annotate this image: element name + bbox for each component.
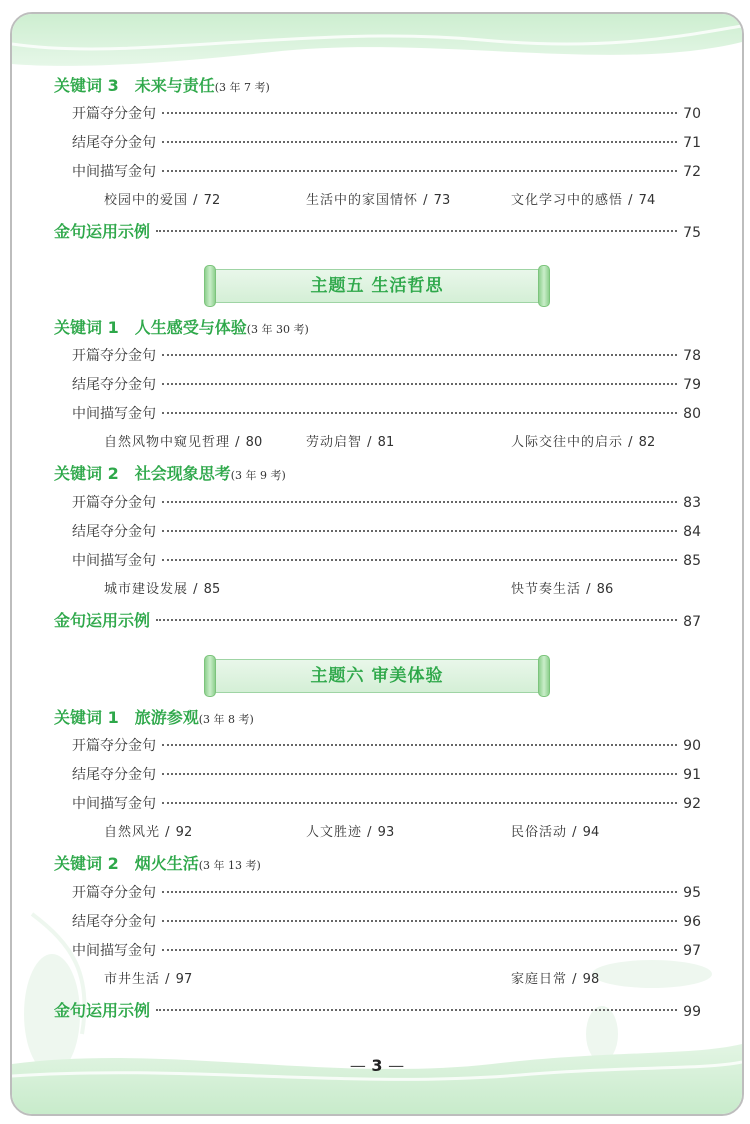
sub-entry-page: 92 — [175, 825, 193, 840]
sub-entry[interactable]: 自然风物中窥见哲理 / 80 — [104, 435, 263, 450]
sub-entry-label: 市井生活 — [104, 972, 161, 987]
example-label: 金句运用示例 — [54, 1001, 151, 1020]
sub-entry-page: 94 — [582, 825, 600, 840]
sub-entry[interactable]: 家庭日常 / 98 — [511, 972, 600, 987]
toc-entry[interactable] — [72, 103, 701, 125]
dot-leader — [162, 559, 677, 561]
keyword-note: (3 年 7 考) — [214, 81, 270, 94]
entry-label: 中间描写金句 — [72, 553, 156, 569]
page-number: 99 — [683, 1004, 701, 1020]
dot-leader — [162, 383, 677, 385]
entry-label: 结尾夺分金句 — [72, 914, 156, 930]
sub-entry[interactable]: 劳动启智 / 81 — [306, 435, 395, 450]
keyword-label: 关键词 3 — [54, 76, 119, 95]
sub-entry-page: 97 — [175, 972, 193, 987]
sub-entry-label: 生活中的家国情怀 — [306, 193, 419, 208]
keyword-title: 旅游参观 — [134, 708, 199, 727]
sub-entry-label: 人文胜迹 — [306, 825, 363, 840]
page-number: 70 — [683, 106, 701, 122]
keyword-heading — [54, 852, 261, 876]
entry-label: 开篇夺分金句 — [72, 348, 156, 364]
keyword-title: 烟火生活 — [134, 854, 199, 873]
document-page — [10, 12, 744, 1116]
entry-label: 中间描写金句 — [72, 943, 156, 959]
page-number: 92 — [683, 796, 701, 812]
toc-entry[interactable] — [72, 882, 701, 904]
keyword-label: 关键词 2 — [54, 854, 119, 873]
sub-entry-page: 73 — [433, 193, 451, 208]
page-number: 95 — [683, 885, 701, 901]
sub-entry-page: 74 — [638, 193, 656, 208]
sub-entry-label: 校园中的爱国 — [104, 193, 189, 208]
page-footer — [12, 1056, 742, 1075]
dot-leader — [156, 619, 677, 621]
toc-entry[interactable] — [72, 161, 701, 183]
toc-entry[interactable] — [72, 764, 701, 786]
toc-entry[interactable] — [72, 735, 701, 757]
page-number: 80 — [683, 406, 701, 422]
example-label: 金句运用示例 — [54, 611, 151, 630]
keyword-note: (3 年 30 考) — [246, 323, 309, 336]
keyword-label: 关键词 2 — [54, 464, 119, 483]
page-number: 87 — [683, 614, 701, 630]
sub-entry[interactable]: 人际交往中的启示 / 82 — [511, 435, 656, 450]
toc-entry[interactable] — [72, 374, 701, 396]
entry-label: 开篇夺分金句 — [72, 738, 156, 754]
sub-entry-page: 72 — [203, 193, 221, 208]
example-entry[interactable] — [54, 609, 701, 633]
toc-entry[interactable] — [72, 793, 701, 815]
dot-leader — [162, 412, 677, 414]
page-number: 72 — [683, 164, 701, 180]
dot-leader — [162, 891, 677, 893]
sub-entry-label: 家庭日常 — [511, 972, 568, 987]
sub-entry-page: 98 — [582, 972, 600, 987]
banner-title: 主题六 审美体验 — [310, 666, 444, 686]
sub-entry[interactable]: 生活中的家国情怀 / 73 — [306, 193, 451, 208]
sub-entry[interactable]: 人文胜迹 / 93 — [306, 825, 395, 840]
entry-label: 开篇夺分金句 — [72, 495, 156, 511]
dot-leader — [162, 949, 677, 951]
toc-entry[interactable] — [72, 911, 701, 933]
keyword-label: 关键词 1 — [54, 318, 119, 337]
banner-title: 主题五 生活哲思 — [310, 276, 444, 296]
sub-entry-label: 自然风物中窥见哲理 — [104, 435, 231, 450]
sub-entry-page: 80 — [245, 435, 263, 450]
dot-leader — [162, 920, 677, 922]
page-number: 90 — [683, 738, 701, 754]
sub-entry-label: 城市建设发展 — [104, 582, 189, 597]
example-entry[interactable] — [54, 999, 701, 1023]
page-number: 96 — [683, 914, 701, 930]
page-number: 75 — [683, 225, 701, 241]
theme-banner — [204, 265, 550, 307]
toc-entry[interactable] — [72, 132, 701, 154]
sub-entry-page: 86 — [596, 582, 614, 597]
dot-leader — [162, 112, 677, 114]
footer-dash-left: — — [349, 1056, 366, 1075]
dot-leader — [162, 501, 677, 503]
toc-entry[interactable] — [72, 345, 701, 367]
dot-leader — [162, 773, 677, 775]
sub-entry[interactable]: 市井生活 / 97 — [104, 972, 193, 987]
keyword-title: 人生感受与体验 — [134, 318, 247, 337]
sub-entry[interactable]: 城市建设发展 / 85 — [104, 582, 221, 597]
sub-entry-label: 人际交往中的启示 — [511, 435, 624, 450]
sub-entry-label: 劳动启智 — [306, 435, 363, 450]
dot-leader — [162, 802, 677, 804]
toc-entry[interactable] — [72, 521, 701, 543]
sub-entry-page: 82 — [638, 435, 656, 450]
sub-entry-label: 民俗活动 — [511, 825, 568, 840]
entry-label: 结尾夺分金句 — [72, 524, 156, 540]
sub-entry[interactable]: 文化学习中的感悟 / 74 — [511, 193, 656, 208]
sub-entry[interactable]: 校园中的爱国 / 72 — [104, 193, 221, 208]
keyword-label: 关键词 1 — [54, 708, 119, 727]
example-entry[interactable] — [54, 220, 701, 244]
dot-leader — [162, 141, 677, 143]
dot-leader — [162, 170, 677, 172]
entry-label: 开篇夺分金句 — [72, 885, 156, 901]
keyword-heading — [54, 74, 270, 98]
entry-label: 中间描写金句 — [72, 796, 156, 812]
sub-entry[interactable]: 自然风光 / 92 — [104, 825, 193, 840]
keyword-note: (3 年 9 考) — [230, 469, 286, 482]
sub-entry[interactable]: 快节奏生活 / 86 — [511, 582, 614, 597]
keyword-title: 未来与责任 — [134, 76, 215, 95]
page-number: 85 — [683, 553, 701, 569]
footer-page-number: 3 — [371, 1056, 383, 1075]
page-number: 83 — [683, 495, 701, 511]
entry-label: 中间描写金句 — [72, 164, 156, 180]
example-label: 金句运用示例 — [54, 222, 151, 241]
toc-entry[interactable] — [72, 550, 701, 572]
toc-entry[interactable] — [72, 492, 701, 514]
dot-leader — [162, 354, 677, 356]
dot-leader — [162, 530, 677, 532]
page-number: 78 — [683, 348, 701, 364]
toc-entry[interactable] — [72, 940, 701, 962]
keyword-note: (3 年 13 考) — [198, 859, 261, 872]
sub-entry-page: 81 — [377, 435, 395, 450]
entry-label: 结尾夺分金句 — [72, 767, 156, 783]
sub-entry[interactable]: 民俗活动 / 94 — [511, 825, 600, 840]
entry-label: 结尾夺分金句 — [72, 377, 156, 393]
page-number: 97 — [683, 943, 701, 959]
page-number: 91 — [683, 767, 701, 783]
keyword-note: (3 年 8 考) — [198, 713, 254, 726]
theme-banner — [204, 655, 550, 697]
dot-leader — [156, 230, 677, 232]
sub-entry-page: 85 — [203, 582, 221, 597]
sub-entry-label: 自然风光 — [104, 825, 161, 840]
toc-entry[interactable] — [72, 403, 701, 425]
dot-leader — [156, 1009, 677, 1011]
sub-entry-label: 文化学习中的感悟 — [511, 193, 624, 208]
page-number: 79 — [683, 377, 701, 393]
page-number: 71 — [683, 135, 701, 151]
page-number: 84 — [683, 524, 701, 540]
entry-label: 结尾夺分金句 — [72, 135, 156, 151]
entry-label: 中间描写金句 — [72, 406, 156, 422]
entry-label: 开篇夺分金句 — [72, 106, 156, 122]
sub-entry-label: 快节奏生活 — [511, 582, 582, 597]
keyword-heading — [54, 462, 286, 486]
keyword-heading — [54, 706, 254, 730]
sub-entry-page: 93 — [377, 825, 395, 840]
dot-leader — [162, 744, 677, 746]
keyword-heading — [54, 316, 309, 340]
footer-dash-right: — — [388, 1056, 405, 1075]
keyword-title: 社会现象思考 — [134, 464, 231, 483]
